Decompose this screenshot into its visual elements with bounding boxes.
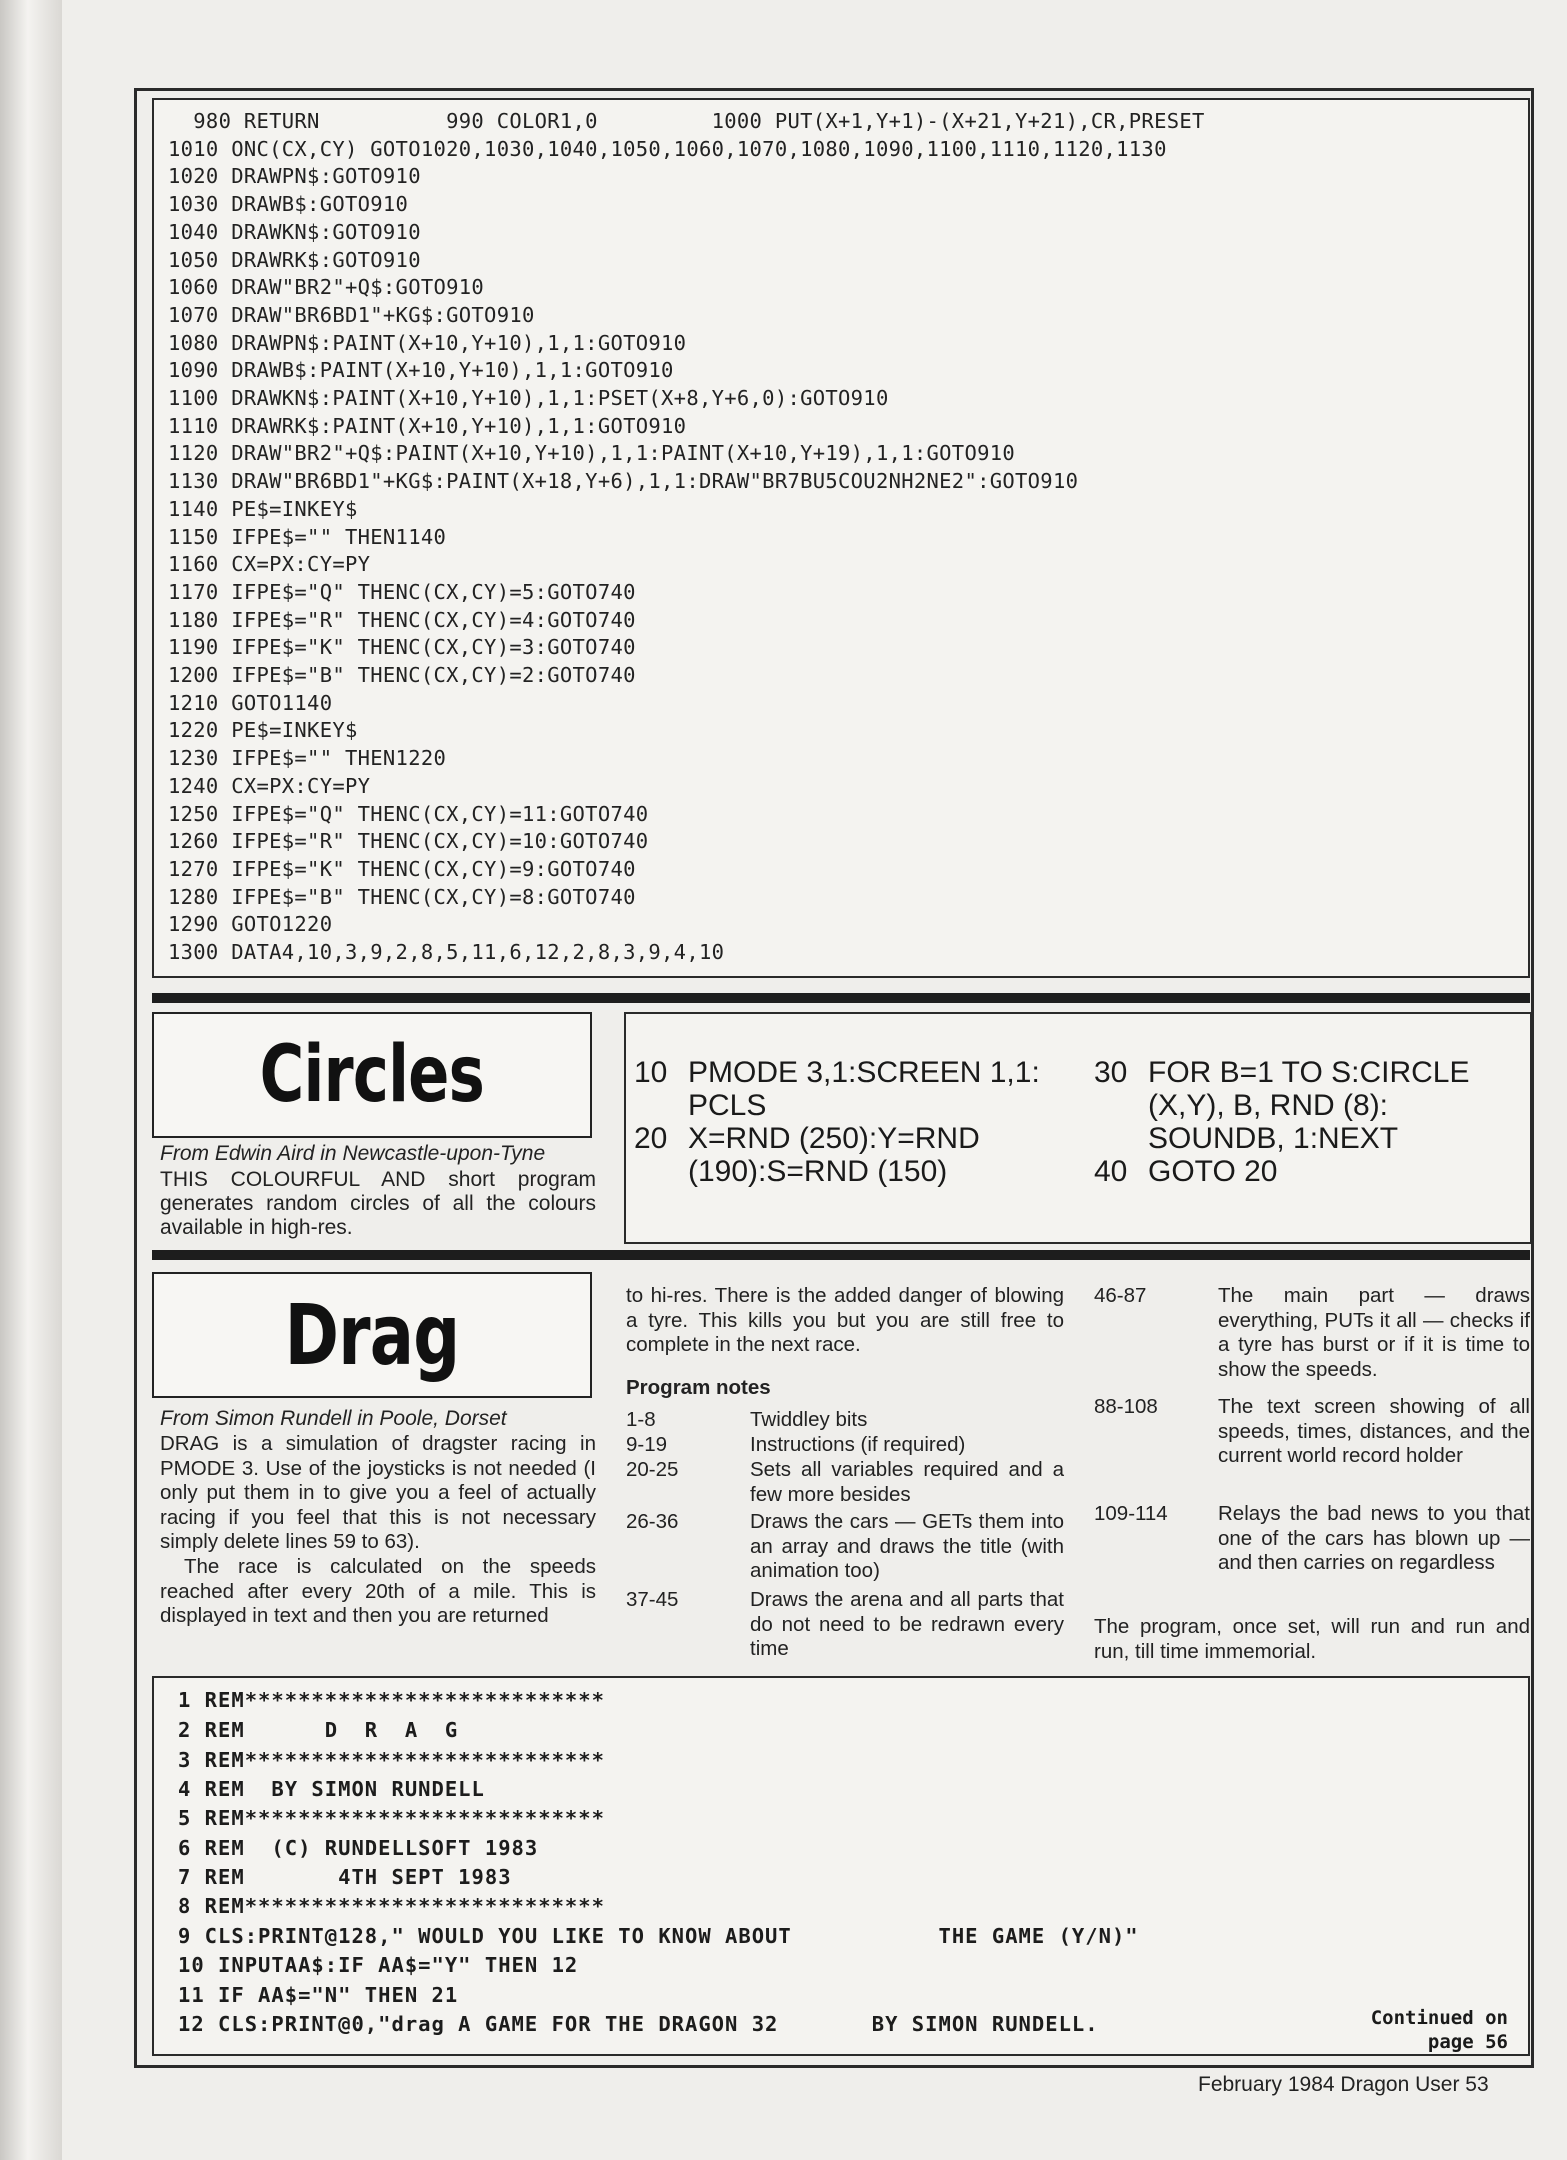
code-line: 1160 CX=PX:CY=PY xyxy=(168,552,371,577)
code-text: (190):S=RND (150) xyxy=(688,1155,948,1188)
continued-note xyxy=(1371,2006,1508,2054)
page-footer: February 1984 Dragon User 53 xyxy=(1198,2073,1489,2096)
note-text: Draws the cars — GETs them into an array and draws the title (with animation too) xyxy=(750,1510,1064,1583)
code-line: 6 REM (C) RUNDELLSOFT 1983 xyxy=(178,1836,539,1860)
drag-column-2 xyxy=(626,1284,1064,1400)
code-text: GOTO 20 xyxy=(1148,1155,1278,1188)
code-line: 1240 CX=PX:CY=PY xyxy=(168,773,371,798)
page-binding xyxy=(0,0,62,2160)
drag-para-3: to hi-res. There is the added danger of blowing a tyre. This kills you but you are still free to complete in the next race. xyxy=(626,1284,1064,1357)
code-line: 11 IF AA$="N" THEN 21 xyxy=(178,1983,459,2007)
listing-top xyxy=(152,98,1530,978)
continued-page: page 56 xyxy=(1427,2031,1508,2053)
code-line: 1180 IFPE$="R" THENC(CX,CY)=4:GOTO740 xyxy=(168,607,636,632)
note-text: Instructions (if required) xyxy=(750,1433,966,1456)
code-line: 1210 GOTO1140 xyxy=(168,690,333,715)
code-line: 1010 ONC(CX,CY) GOTO1020,1030,1040,1050,1060,1070,1080,1090,1100,1110,1120,1130 xyxy=(168,136,1167,161)
code-line: 1260 IFPE$="R" THENC(CX,CY)=10:GOTO740 xyxy=(168,829,649,854)
code-text: FOR B=1 TO S:CIRCLE xyxy=(1148,1056,1470,1089)
code-text: SOUNDB, 1:NEXT xyxy=(1148,1122,1399,1155)
code-line: 4 REM BY SIMON RUNDELL xyxy=(178,1777,485,1801)
program-notes-heading: Program notes xyxy=(626,1375,771,1399)
code-line: 1060 DRAW"BR2"+Q$:GOTO910 xyxy=(168,275,485,300)
circles-listing xyxy=(624,1012,1532,1244)
line-number: 10 xyxy=(634,1056,668,1089)
line-number: 40 xyxy=(1094,1155,1128,1188)
code-line: 12 CLS:PRINT@0,"drag A GAME FOR THE DRAGON 32 BY SIMON RUNDELL. xyxy=(178,2012,1099,2036)
circles-blurb: THIS COLOURFUL AND short program generates random circles of all the colours available in high-res. xyxy=(160,1168,596,1239)
code-line: 3 REM*************************** xyxy=(178,1748,605,1772)
code-line: 1170 IFPE$="Q" THENC(CX,CY)=5:GOTO740 xyxy=(168,579,636,604)
code-line: 1070 DRAW"BR6BD1"+KG$:GOTO910 xyxy=(168,302,535,327)
code-line: 1100 DRAWKN$:PAINT(X+10,Y+10),1,1:PSET(X+8,Y+6,0):GOTO910 xyxy=(168,386,889,411)
code-text: PCLS xyxy=(688,1089,767,1122)
note-range: 9-19 xyxy=(626,1433,668,1456)
code-line: 1140 PE$=INKEY$ xyxy=(168,496,358,521)
drag-closing: The program, once set, will run and run and run, till time immemorial. xyxy=(1094,1615,1530,1663)
listing-drag xyxy=(152,1676,1530,2056)
circles-byline: From Edwin Aird in Newcastle-upon-Tyne xyxy=(160,1142,546,1165)
code-line: 10 INPUTAA$:IF AA$="Y" THEN 12 xyxy=(178,1953,579,1977)
code-line: 5 REM*************************** xyxy=(178,1806,605,1830)
code-text: PMODE 3,1:SCREEN 1,1: xyxy=(688,1056,1040,1089)
note-range: 46-87 xyxy=(1094,1284,1147,1307)
note-text: Sets all variables required and a few more besides xyxy=(750,1458,1064,1506)
code-text: (X,Y), B, RND (8): xyxy=(1148,1089,1389,1122)
code-line: 1050 DRAWRK$:GOTO910 xyxy=(168,247,421,272)
drag-byline: From Simon Rundell in Poole, Dorset xyxy=(160,1407,507,1430)
code-line: 980 RETURN 990 COLOR1,0 1000 PUT(X+1,Y+1)-(X+21,Y+21),CR,PRESET xyxy=(168,109,1205,133)
code-line: 1300 DATA4,10,3,9,2,8,5,11,6,12,2,8,3,9,4,10 xyxy=(168,940,725,965)
drag-column-1 xyxy=(160,1432,596,1629)
code-line: 1 REM*************************** xyxy=(178,1688,605,1712)
drag-title: Drag xyxy=(284,1286,460,1384)
code-line: 7 REM 4TH SEPT 1983 xyxy=(178,1865,512,1889)
divider-rule xyxy=(152,993,1530,1003)
code-line: 1270 IFPE$="K" THENC(CX,CY)=9:GOTO740 xyxy=(168,856,636,881)
drag-para-2: The race is calculated on the speeds reached after every 20th of a mile. This is displayed in text and then you are returned xyxy=(160,1554,596,1628)
note-range: 1-8 xyxy=(626,1408,656,1431)
line-number: 20 xyxy=(634,1122,668,1155)
code-line: 8 REM*************************** xyxy=(178,1894,605,1918)
code-line: 1040 DRAWKN$:GOTO910 xyxy=(168,219,421,244)
note-range: 109-114 xyxy=(1094,1502,1168,1525)
note-range: 88-108 xyxy=(1094,1395,1158,1418)
code-line: 1200 IFPE$="B" THENC(CX,CY)=2:GOTO740 xyxy=(168,663,636,688)
code-line: 1120 DRAW"BR2"+Q$:PAINT(X+10,Y+10),1,1:PAINT(X+10,Y+19),1,1:GOTO910 xyxy=(168,441,1016,466)
code-line: 1090 DRAWB$:PAINT(X+10,Y+10),1,1:GOTO910 xyxy=(168,358,674,383)
code-line: 1020 DRAWPN$:GOTO910 xyxy=(168,164,421,189)
code-line: 1290 GOTO1220 xyxy=(168,912,333,937)
drag-para-1: DRAG is a simulation of dragster racing in PMODE 3. Use of the joysticks is not needed (I only put them in to give you a feel of actually racing if you feel that this is not necessary simply delete lines 59 to 63). xyxy=(160,1432,596,1554)
note-range: 37-45 xyxy=(626,1588,679,1611)
note-text: Draws the arena and all parts that do not need to be redrawn every time xyxy=(750,1588,1064,1661)
note-text: Relays the bad news to you that one of the cars has blown up — and then carries on regardless xyxy=(1218,1502,1530,1575)
code-line: 1150 IFPE$="" THEN1140 xyxy=(168,524,447,549)
line-number: 30 xyxy=(1094,1056,1128,1089)
code-line: 1190 IFPE$="K" THENC(CX,CY)=3:GOTO740 xyxy=(168,635,636,660)
circles-title-box xyxy=(152,1012,592,1138)
note-text: Twiddley bits xyxy=(750,1408,868,1431)
code-line: 1230 IFPE$="" THEN1220 xyxy=(168,746,447,771)
note-range: 26-36 xyxy=(626,1510,679,1533)
code-text: X=RND (250):Y=RND xyxy=(688,1122,980,1155)
code-line: 1080 DRAWPN$:PAINT(X+10,Y+10),1,1:GOTO910 xyxy=(168,330,687,355)
code-line: 1250 IFPE$="Q" THENC(CX,CY)=11:GOTO740 xyxy=(168,801,649,826)
drag-title-box xyxy=(152,1272,592,1398)
note-text: The text screen showing of all speeds, times, distances, and the current world record holder xyxy=(1218,1395,1530,1468)
circles-title: Circles xyxy=(259,1030,485,1120)
code-line: 1030 DRAWB$:GOTO910 xyxy=(168,192,409,217)
divider-rule xyxy=(152,1250,1530,1260)
continued-line: Continued on xyxy=(1370,2007,1508,2029)
note-range: 20-25 xyxy=(626,1458,679,1481)
code-line: 1110 DRAWRK$:PAINT(X+10,Y+10),1,1:GOTO910 xyxy=(168,413,687,438)
code-line: 1220 PE$=INKEY$ xyxy=(168,718,358,743)
code-line: 1280 IFPE$="B" THENC(CX,CY)=8:GOTO740 xyxy=(168,884,636,909)
code-line: 9 CLS:PRINT@128," WOULD YOU LIKE TO KNOW ABOUT THE GAME (Y/N)" xyxy=(178,1924,1139,1948)
code-line: 2 REM D R A G xyxy=(178,1718,459,1742)
note-text: The main part — draws everything, PUTs it all — checks if a tyre has burst or if it is time to show the speeds. xyxy=(1218,1284,1530,1381)
code-line: 1130 DRAW"BR6BD1"+KG$:PAINT(X+18,Y+6),1,1:DRAW"BR7BU5COU2NH2NE2":GOTO910 xyxy=(168,469,1079,494)
